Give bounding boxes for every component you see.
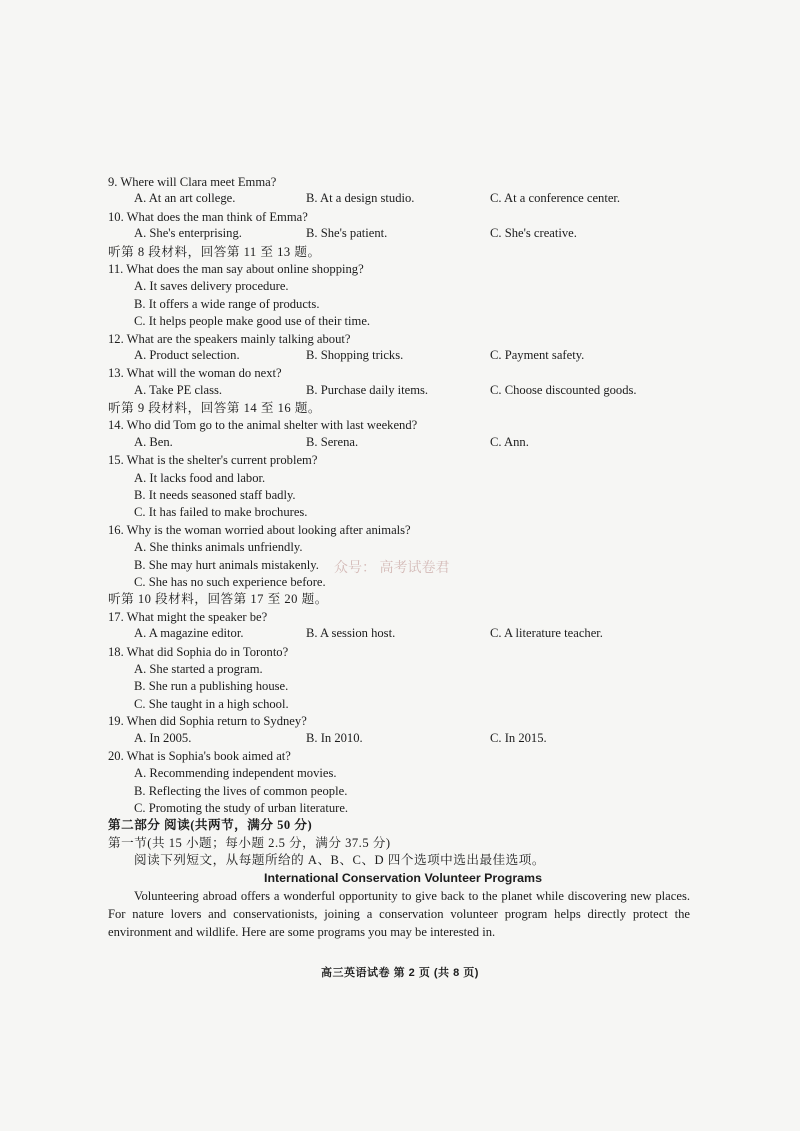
option-c: C. It helps people make good use of their time. bbox=[134, 314, 371, 329]
option-a: A. It lacks food and labor. bbox=[134, 470, 266, 485]
question-stem: 16. Why is the woman worried about looking after animals? bbox=[108, 522, 411, 537]
part-title: 第二部分 阅读(共两节，满分 50 分) bbox=[108, 818, 313, 833]
option-a: A. At an art college. bbox=[134, 191, 236, 206]
option-a: A. A magazine editor. bbox=[134, 626, 244, 641]
option-c: C. She's creative. bbox=[490, 226, 577, 241]
option-b: B. Reflecting the lives of common people. bbox=[134, 783, 348, 798]
option-a: A. Recommending independent movies. bbox=[134, 766, 337, 781]
option-row bbox=[108, 348, 698, 365]
option-a: A. She's enterprising. bbox=[134, 226, 242, 241]
question-stem: 13. What will the woman do next? bbox=[108, 366, 282, 381]
option-c: C. Choose discounted goods. bbox=[490, 382, 637, 397]
option-row bbox=[108, 731, 698, 748]
option-c: C. She taught in a high school. bbox=[134, 696, 289, 711]
question-stem: 20. What is Sophia's book aimed at? bbox=[108, 748, 291, 763]
section-heading: 听第 10 段材料，回答第 17 至 20 题。 bbox=[108, 592, 328, 607]
option-b: B. Serena. bbox=[306, 434, 359, 449]
option-c: C. Promoting the study of urban literature. bbox=[134, 801, 349, 816]
option-a: A. Take PE class. bbox=[134, 382, 223, 397]
option-a: A. She started a program. bbox=[134, 661, 263, 676]
option-a: A. Product selection. bbox=[134, 347, 240, 362]
option-b: B. Purchase daily items. bbox=[306, 382, 429, 397]
option-row bbox=[108, 226, 698, 243]
option-a: A. Ben. bbox=[134, 434, 173, 449]
option-b: B. In 2010. bbox=[306, 730, 363, 745]
question-stem: 10. What does the man think of Emma? bbox=[108, 209, 308, 224]
option-b: B. She run a publishing house. bbox=[134, 679, 289, 694]
option-c: C. At a conference center. bbox=[490, 191, 621, 206]
question-stem: 11. What does the man say about online shopping? bbox=[108, 261, 364, 276]
option-b: B. It offers a wide range of products. bbox=[134, 296, 320, 311]
option-row bbox=[108, 626, 698, 643]
watermark-text: 众号： 高考试卷君 bbox=[334, 561, 450, 576]
option-c: C. She has no such experience before. bbox=[134, 574, 326, 589]
option-a: A. In 2005. bbox=[134, 730, 192, 745]
option-c: C. Ann. bbox=[490, 434, 529, 449]
option-b: B. She's patient. bbox=[306, 226, 388, 241]
option-a: A. It saves delivery procedure. bbox=[134, 279, 289, 294]
option-b: B. At a design studio. bbox=[306, 191, 415, 206]
option-c: C. A literature teacher. bbox=[490, 626, 603, 641]
question-stem: 12. What are the speakers mainly talking about? bbox=[108, 331, 351, 346]
section-title: 第一节(共 15 小题；每小题 2.5 分，满分 37.5 分) bbox=[108, 835, 391, 850]
section-heading: 听第 9 段材料，回答第 14 至 16 题。 bbox=[108, 401, 321, 416]
passage-paragraph: Volunteering abroad offers a wonderful opportunity to give back to the planet while discovering new places. For nature lovers and conservationists, joining a conservation volunteer program helps directly protect the environment and wildlife. Here are some programs you may be interested in. bbox=[108, 889, 690, 940]
question-stem: 19. When did Sophia return to Sydney? bbox=[108, 714, 307, 729]
option-b: B. A session host. bbox=[306, 626, 396, 641]
question-stem: 17. What might the speaker be? bbox=[108, 609, 268, 624]
option-b: B. Shopping tricks. bbox=[306, 347, 404, 362]
passage-title: International Conservation Volunteer Programs bbox=[264, 870, 542, 885]
option-b: B. It needs seasoned staff badly. bbox=[134, 488, 296, 503]
option-row bbox=[108, 191, 698, 208]
question-stem: 15. What is the shelter's current problem? bbox=[108, 453, 318, 468]
question-stem: 9. Where will Clara meet Emma? bbox=[108, 175, 277, 189]
instruction: 阅读下列短文，从每题所给的 A、B、C、D 四个选项中选出最佳选项。 bbox=[134, 853, 545, 868]
section-heading: 听第 8 段材料，回答第 11 至 13 题。 bbox=[108, 244, 321, 259]
question-stem: 14. Who did Tom go to the animal shelter with last weekend? bbox=[108, 418, 418, 433]
option-row bbox=[108, 383, 698, 400]
option-c: C. Payment safety. bbox=[490, 347, 585, 362]
option-row bbox=[108, 435, 698, 452]
option-b: B. She may hurt animals mistakenly. bbox=[134, 557, 319, 572]
page-footer: 高三英语试卷 第 2 页 (共 8 页) bbox=[321, 967, 479, 979]
option-c: C. In 2015. bbox=[490, 730, 547, 745]
option-c: C. It has failed to make brochures. bbox=[134, 505, 308, 520]
option-a: A. She thinks animals unfriendly. bbox=[134, 540, 303, 555]
question-stem: 18. What did Sophia do in Toronto? bbox=[108, 644, 289, 659]
